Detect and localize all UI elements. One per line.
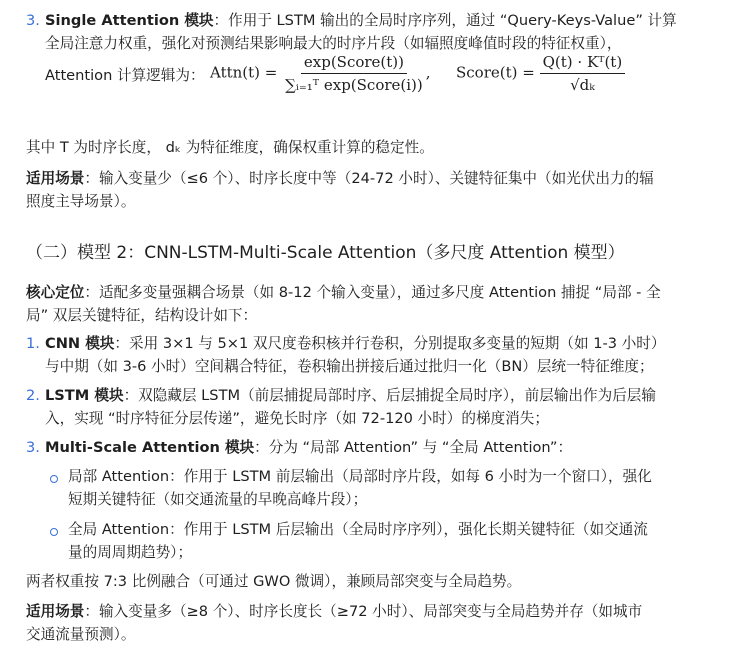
note-line: 其中 T 为时序长度， dₖ 为特征维度，确保权重计算的稳定性。 xyxy=(26,139,434,156)
core-text: ：适配多变量强耦合场景（如 8-12 个输入变量），通过多尺度 Attention 捕捉 “局部 - 全 xyxy=(84,284,661,301)
formula-label: Attention 计算逻辑为： xyxy=(45,67,205,84)
formula-comma: , xyxy=(425,63,431,82)
core-label: 核心定位 xyxy=(26,284,85,301)
score-formula xyxy=(456,53,625,94)
scene-line xyxy=(26,602,642,622)
core-line: 局” 双层关键特征，结构设计如下： xyxy=(26,307,258,324)
list-item-line: 与中期（如 3-6 小时）空间耦合特征，卷积输出拼接后通过批归一化（BN）层统一特征维度； xyxy=(45,358,654,375)
fusion-line: 两者权重按 7:3 比例融合（可通过 GWO 微调），兼顾局部突变与全局趋势。 xyxy=(26,573,522,590)
list-number: 1. xyxy=(26,335,40,352)
attn-denominator: ∑ᵢ₌₁ᵀ exp(Score(i)) xyxy=(285,76,423,94)
scene-text: ：输入变量少（≤6 个）、时序长度中等（24-72 小时）、关键特征集中（如光伏出力的辐 xyxy=(84,170,654,187)
attn-fraction xyxy=(282,53,426,94)
section-heading: （二）模型 2：CNN-LSTM-Multi-Scale Attention（多尺度 Attention 模型） xyxy=(26,243,625,263)
score-denominator: √dₖ xyxy=(570,76,595,94)
list-number: 3. xyxy=(26,12,40,29)
item-text: ：双隐藏层 LSTM（前层捕捉局部时序、后层捕捉全局时序），前层输出作为后层输 xyxy=(123,387,656,404)
attention-formula xyxy=(210,53,431,94)
list-item-line: 全局注意力权重，强化对预测结果影响最大的时序片段（如辐照度峰值时段的特征权重）， xyxy=(45,35,622,52)
score-fraction xyxy=(540,53,626,94)
attn-lhs: Attn(t) = xyxy=(210,63,278,82)
score-lhs: Score(t) = xyxy=(456,63,535,82)
attn-numerator: exp(Score(t)) xyxy=(301,53,407,74)
scene-label: 适用场景 xyxy=(26,603,85,620)
item-text: ：分为 “局部 Attention” 与 “全局 Attention”： xyxy=(254,439,573,456)
item-title: CNN 模块 xyxy=(45,335,115,352)
list-item-line xyxy=(45,334,666,354)
list-item-line xyxy=(45,386,656,406)
item-title: Single Attention 模块 xyxy=(45,12,214,29)
item-text: ：作用于 LSTM 输出的全局时序序列，通过 “Query-Keys-Value” 计算 xyxy=(213,12,677,29)
score-numerator: Q(t) · Kᵀ(t) xyxy=(540,53,626,74)
list-item-line xyxy=(45,11,677,31)
sub-item-line: 全局 Attention：作用于 LSTM 后层输出（全局时序序列），强化长期关键特征（如交通流 xyxy=(68,521,648,538)
list-item-line: 入，实现 “时序特征分层传递”，避免长时序（如 72-120 小时）的梯度消失； xyxy=(45,410,549,427)
sub-item-line: 局部 Attention：作用于 LSTM 前层输出（局部时序片段，如每 6 小时为一个窗口），强化 xyxy=(68,468,652,485)
sub-item-line: 短期关键特征（如交通流量的早晚高峰片段）； xyxy=(68,491,368,508)
item-text: ：采用 3×1 与 5×1 双尺度卷积核并行卷积，分别提取多变量的短期（如 1-3 小时） xyxy=(114,335,666,352)
scene-line: 交通流量预测）。 xyxy=(26,626,136,643)
sub-item-line: 量的周周期趋势）； xyxy=(68,544,193,561)
list-number: 2. xyxy=(26,387,40,404)
core-line xyxy=(26,283,661,303)
item-title: Multi-Scale Attention 模块 xyxy=(45,439,255,456)
list-number: 3. xyxy=(26,439,40,456)
bullet-icon xyxy=(50,528,58,536)
scene-line: 照度主导场景）。 xyxy=(26,193,136,210)
scene-text: ：输入变量多（≥8 个）、时序长度长（≥72 小时）、局部突变与全局趋势并存（如城市 xyxy=(84,603,643,620)
item-title: LSTM 模块 xyxy=(45,387,124,404)
scene-line xyxy=(26,169,654,189)
bullet-icon xyxy=(50,475,58,483)
scene-label: 适用场景 xyxy=(26,170,85,187)
list-item-line xyxy=(45,438,572,458)
